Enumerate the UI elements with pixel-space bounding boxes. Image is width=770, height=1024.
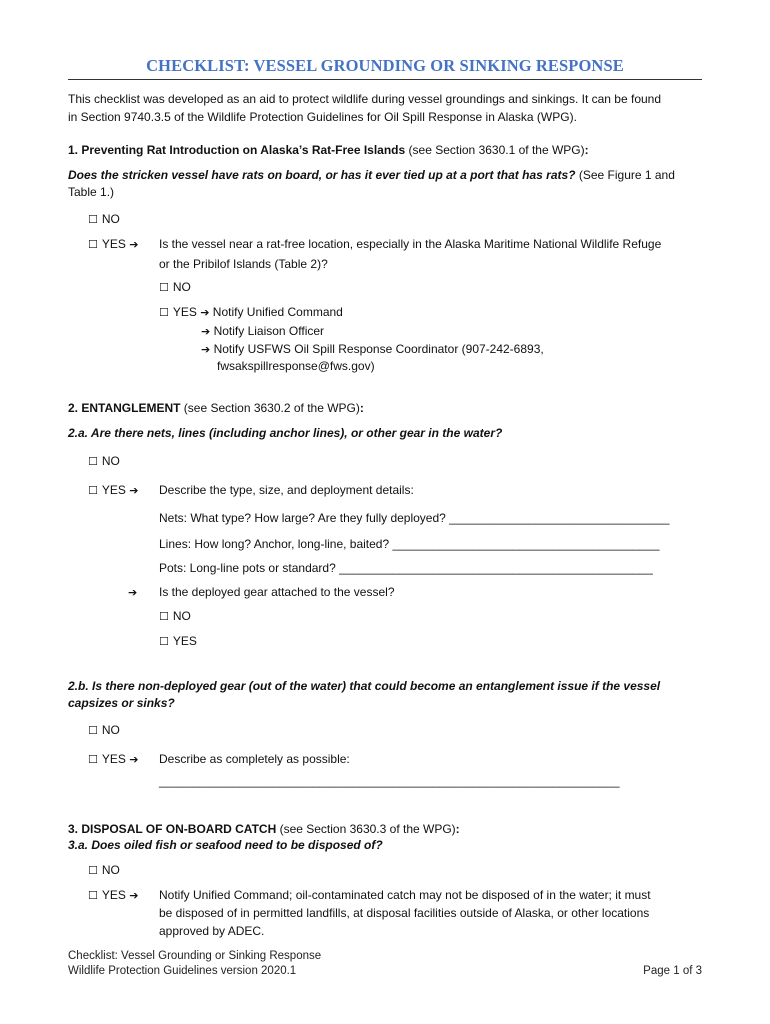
disposal-answer-line-3: approved by ADEC. (159, 924, 265, 938)
arrow-right-icon: ➔ (129, 889, 139, 902)
attached-no-option[interactable] (159, 607, 191, 626)
question-1-reference-cont: Table 1.) (68, 185, 115, 199)
arrow-right-icon: ➔ (128, 586, 138, 599)
intro-line-2: in Section 9740.3.5 of the Wildlife Protection Guidelines for Oil Spill Response in Alaska (WPG). (68, 110, 577, 124)
option-label: NO (101, 212, 120, 226)
question-1-reference: (See Figure 1 and (578, 168, 675, 182)
q3a-yes-option[interactable] (88, 886, 138, 905)
question-3a: 3.a. Does oiled fish or seafood need to be disposed of? (68, 838, 383, 852)
disposal-answer-line-2: be disposed of in permitted landfills, at disposal facilities outside of Alaska, or other locations (159, 906, 650, 920)
q1-no-option[interactable] (88, 210, 120, 229)
section-2-heading-line (68, 399, 364, 417)
section-2-colon: : (359, 401, 364, 415)
q1-yes-option[interactable] (88, 235, 138, 254)
question-1: Does the stricken vessel have rats on board, or has it ever tied up at a port that has rats? (68, 168, 576, 182)
notify-unified-command: Notify Unified Command (212, 305, 343, 319)
arrow-right-icon: ➔ (129, 238, 139, 251)
q3a-no-option[interactable] (88, 861, 120, 880)
option-label: YES (101, 888, 126, 902)
option-label: YES (172, 305, 197, 319)
question-2a: 2.a. Are there nets, lines (including anchor lines), or other gear in the water? (68, 426, 503, 440)
usfws-email: fwsakspillresponse@fws.gov) (217, 359, 375, 373)
intro-line-1: This checklist was developed as an aid to protect wildlife during vessel groundings and sinkings. It can be found (68, 92, 662, 106)
nets-field[interactable]: Nets: What type? How large? Are they fully deployed? _________________________________ (159, 511, 670, 525)
q1-sub-no-option[interactable] (159, 278, 191, 297)
question-2b-line-1: 2.b. Is there non-deployed gear (out of the water) that could become an entanglement issue if the vessel (68, 679, 661, 693)
notify-usfws-coordinator: Notify USFWS Oil Spill Response Coordinator (907-242-6893, (213, 342, 544, 356)
pots-field[interactable]: Pots: Long-line pots or standard? _______________________________________________ (159, 561, 653, 575)
option-label: NO (172, 609, 191, 623)
footer-version: Wildlife Protection Guidelines version 2020.1 (68, 965, 297, 977)
attached-question-line (128, 583, 137, 602)
section-3-heading: 3. DISPOSAL OF ON-BOARD CATCH (68, 822, 277, 836)
q2a-yes-option[interactable] (88, 481, 138, 500)
section-2-reference: (see Section 3630.2 of the WPG) (183, 401, 360, 415)
page-title: CHECKLIST: VESSEL GROUNDING OR SINKING RESPONSE (146, 56, 624, 75)
footer-title: Checklist: Vessel Grounding or Sinking Response (68, 950, 322, 962)
describe-nondeployed-field[interactable]: _____________________________________________________________________ (159, 774, 620, 788)
q1-sub-yes-option[interactable] (159, 303, 343, 322)
lines-field[interactable]: Lines: How long? Anchor, long-line, baited? ________________________________________ (159, 537, 660, 551)
checkbox-icon[interactable]: ☐ (159, 281, 169, 294)
attached-yes-option[interactable] (159, 632, 197, 651)
option-label: NO (101, 863, 120, 877)
disposal-answer-line-1: Notify Unified Command; oil-contaminated catch may not be disposed of in the water; it must (159, 888, 651, 902)
option-label: YES (101, 752, 126, 766)
checkbox-icon[interactable]: ☐ (88, 238, 98, 251)
section-2-heading: 2. ENTANGLEMENT (68, 401, 181, 415)
checkbox-icon[interactable]: ☐ (159, 306, 169, 319)
notify-liaison-officer: Notify Liaison Officer (213, 324, 325, 338)
section-3-colon: : (455, 822, 460, 836)
option-label: NO (101, 454, 120, 468)
arrow-right-icon: ➔ (129, 484, 139, 497)
q2b-yes-option[interactable] (88, 750, 138, 769)
describe-nondeployed-prompt: Describe as completely as possible: (159, 752, 350, 766)
section-1-reference: (see Section 3630.1 of the WPG) (408, 143, 585, 157)
notify-liaison-line (201, 322, 324, 341)
section-1-heading-line (68, 141, 589, 159)
arrow-right-icon: ➔ (200, 306, 210, 319)
q1-sub-question-line-1: Is the vessel near a rat-free location, especially in the Alaska Maritime National Wildlife Refuge (159, 237, 662, 251)
option-label: YES (172, 634, 197, 648)
checkbox-icon[interactable]: ☐ (88, 753, 98, 766)
option-label: YES (101, 483, 126, 497)
option-label: NO (172, 280, 191, 294)
section-1-heading: 1. Preventing Rat Introduction on Alaska’s Rat-Free Islands (68, 143, 406, 157)
checkbox-icon[interactable]: ☐ (88, 484, 98, 497)
section-3-reference: (see Section 3630.3 of the WPG) (279, 822, 456, 836)
title-underline (68, 79, 702, 80)
checkbox-icon[interactable]: ☐ (88, 213, 98, 226)
attached-question: Is the deployed gear attached to the vessel? (159, 585, 395, 599)
arrow-right-icon: ➔ (129, 753, 139, 766)
section-1-colon: : (584, 143, 589, 157)
q1-sub-question-line-2: or the Pribilof Islands (Table 2)? (159, 257, 328, 271)
checkbox-icon[interactable]: ☐ (88, 724, 98, 737)
describe-gear-prompt: Describe the type, size, and deployment details: (159, 483, 414, 497)
checkbox-icon[interactable]: ☐ (88, 864, 98, 877)
checkbox-icon[interactable]: ☐ (88, 455, 98, 468)
option-label: YES (101, 237, 126, 251)
option-label: NO (101, 723, 120, 737)
page-number: Page 1 of 3 (643, 965, 702, 977)
checkbox-icon[interactable]: ☐ (88, 889, 98, 902)
question-1-line (68, 166, 675, 184)
arrow-right-icon: ➔ (201, 325, 211, 338)
q2b-no-option[interactable] (88, 721, 120, 740)
arrow-right-icon: ➔ (201, 343, 211, 356)
checkbox-icon[interactable]: ☐ (159, 610, 169, 623)
q2a-no-option[interactable] (88, 452, 120, 471)
question-2b-line-2: capsizes or sinks? (68, 696, 175, 710)
checkbox-icon[interactable]: ☐ (159, 635, 169, 648)
